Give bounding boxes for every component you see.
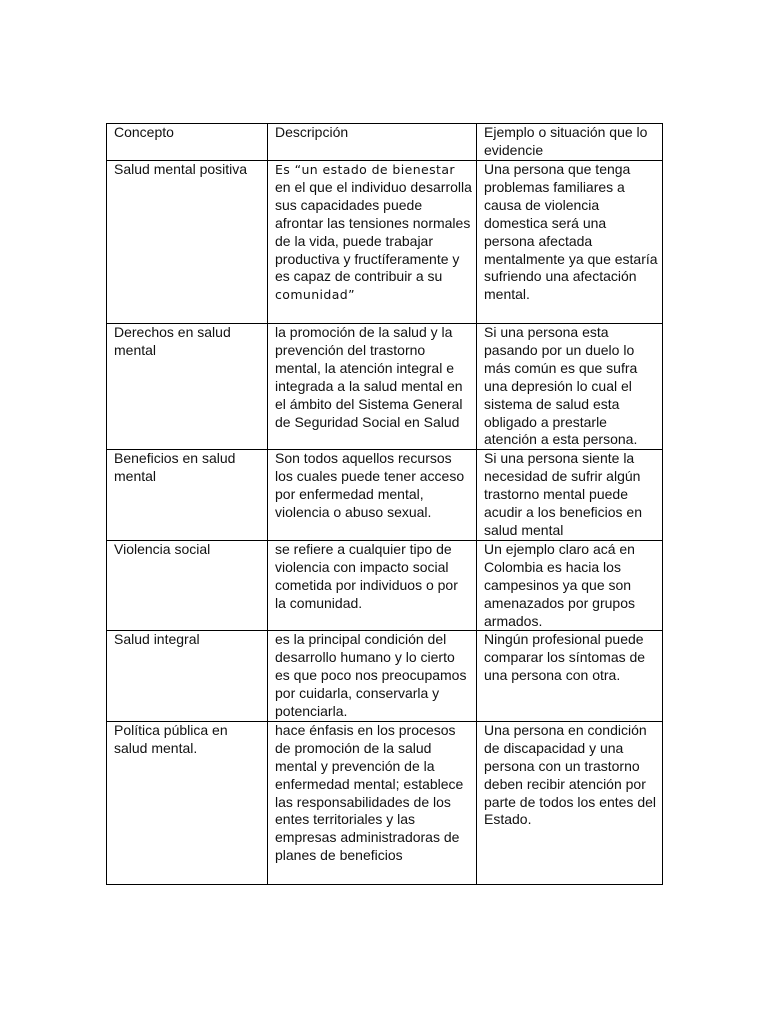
header-descripcion: Descripción xyxy=(268,124,477,161)
table-row xyxy=(107,721,663,884)
cell-concepto: Política pública en salud mental. xyxy=(107,721,268,884)
cell-concepto: Beneficios en salud mental xyxy=(107,450,268,541)
cell-descripcion xyxy=(268,161,477,324)
quote-end: comunidad” xyxy=(275,287,356,303)
cell-ejemplo: Ningún profesional puede comparar los síntomas de una persona con otra. xyxy=(477,631,663,722)
cell-concepto: Salud mental positiva xyxy=(107,161,268,324)
table-header-row xyxy=(107,124,663,161)
table-row xyxy=(107,540,663,631)
cell-ejemplo: Un ejemplo claro acá en Colombia es hacia los campesinos ya que son amenazados por grupos armados. xyxy=(477,540,663,631)
cell-ejemplo: Si una persona esta pasando por un duelo lo más común es que sufra una depresión lo cual el sistema de salud esta obligado a prestarle atención a esta persona. xyxy=(477,324,663,450)
cell-ejemplo: Una persona en condición de discapacidad y una persona con un trastorno deben recibir atención por parte de todos los entes del Estado. xyxy=(477,721,663,884)
header-concepto: Concepto xyxy=(107,124,268,161)
table-row xyxy=(107,161,663,324)
cell-ejemplo: Una persona que tenga problemas familiares a causa de violencia domestica será una persona afectada mentalmente ya que estaría sufriendo una afectación mental. xyxy=(477,161,663,324)
cell-ejemplo: Si una persona siente la necesidad de sufrir algún trastorno mental puede acudir a los beneficios en salud mental xyxy=(477,450,663,541)
quote-start: Es “un estado de bienestar xyxy=(275,162,455,177)
cell-concepto: Derechos en salud mental xyxy=(107,324,268,450)
cell-descripcion: hace énfasis en los procesos de promoción de la salud mental y prevención de la enfermedad mental; establece las responsabilidades de los entes territoriales y las empresas administradoras de planes de beneficios xyxy=(268,721,477,884)
cell-descripcion: se refiere a cualquier tipo de violencia con impacto social cometida por individuos o por la comunidad. xyxy=(268,540,477,631)
concept-table xyxy=(106,123,663,885)
cell-descripcion: Son todos aquellos recursos los cuales puede tener acceso por enfermedad mental, violencia o abuso sexual. xyxy=(268,450,477,541)
table-row xyxy=(107,324,663,450)
table-row xyxy=(107,450,663,541)
cell-descripcion: la promoción de la salud y la prevención del trastorno mental, la atención integral e integrada a la salud mental en el ámbito del Sistema General de Seguridad Social en Salud xyxy=(268,324,477,450)
table-row xyxy=(107,631,663,722)
quote-body: en el que el individuo desarrolla sus capacidades puede afrontar las tensiones normales de la vida, puede trabajar productiva y fructíferamente y es capaz de contribuir a su xyxy=(275,178,472,285)
cell-descripcion: es la principal condición del desarrollo humano y lo cierto es que poco nos preocupamos por cuidarla, conservarla y potenciarla. xyxy=(268,631,477,722)
cell-concepto: Salud integral xyxy=(107,631,268,722)
header-ejemplo: Ejemplo o situación que lo evidencie xyxy=(477,124,663,161)
cell-concepto: Violencia social xyxy=(107,540,268,631)
